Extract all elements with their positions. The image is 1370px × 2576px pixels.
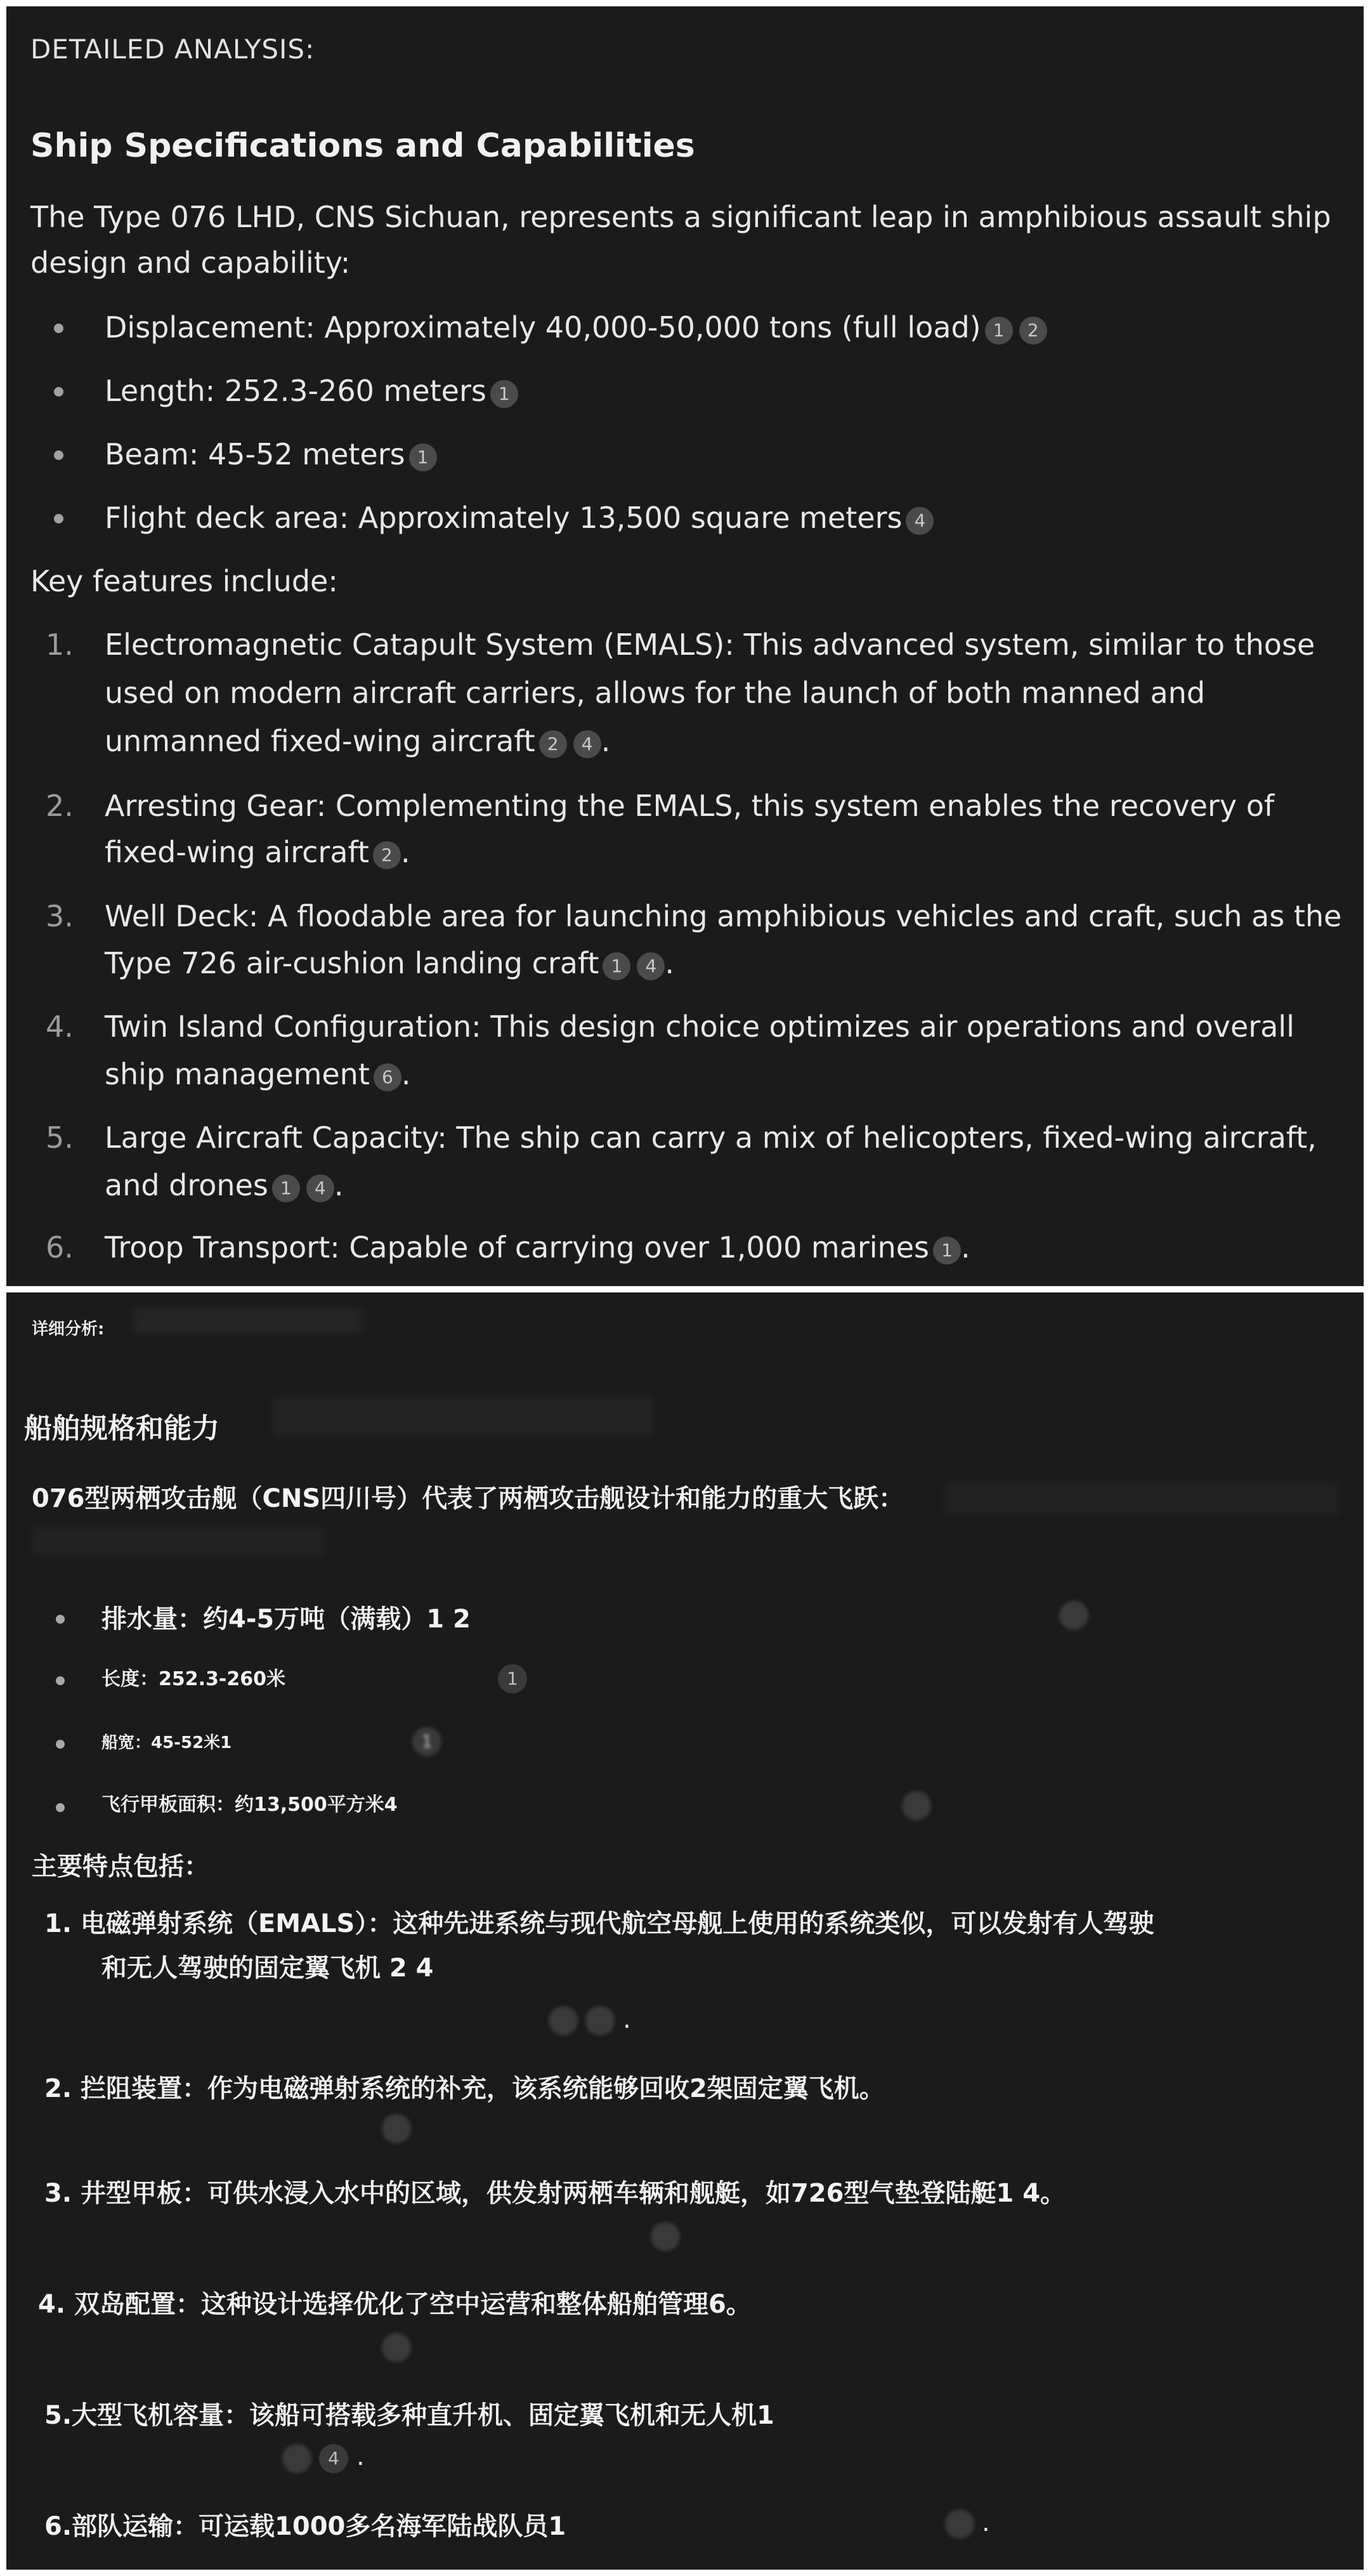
section-heading: 船舶规格和能力 <box>24 1412 219 1445</box>
faded-citation <box>945 2509 974 2539</box>
feature-6: 6.部队运输：可运载1000多名海军陆战队员1 <box>44 2512 566 2541</box>
citation-badge[interactable]: 1 <box>603 952 630 980</box>
feature-text: Type 726 air-cushion landing craft <box>105 946 599 980</box>
citation-badge[interactable]: 2 <box>1019 317 1047 345</box>
features-intro: 主要特点包括： <box>32 1852 209 1881</box>
faded-citation <box>382 2114 411 2143</box>
feature-2: 2. 拦阻装置：作为电磁弹射系统的补充，该系统能够回收2架固定翼飞机。 <box>44 2074 885 2103</box>
feature-5: 5.大型飞机容量：该船可搭载多种直升机、固定翼飞机和无人机1 <box>44 2401 774 2430</box>
faded-citation <box>282 2444 311 2473</box>
spec-item-displacement: 排水量：约4-5万吨（满载）1 2 <box>101 1605 471 1634</box>
period: . <box>601 724 611 758</box>
period: . <box>356 2442 365 2471</box>
citation-badge[interactable]: 4 <box>319 2444 348 2473</box>
ghost-remnant <box>273 1397 653 1435</box>
citation-badge[interactable]: 4 <box>306 1174 334 1202</box>
spec-text: Beam: 45-52 meters <box>105 437 405 471</box>
list-number: 4. <box>46 1009 74 1044</box>
spec-item-flight-deck <box>105 501 934 535</box>
spec-text: Length: 252.3-260 meters <box>105 374 486 408</box>
bullet-dot <box>54 514 63 523</box>
feature-3-line-1: Well Deck: A floodable area for launching amphibious vehicles and craft, such as the <box>105 899 1342 933</box>
list-number: 3. <box>46 899 74 933</box>
feature-3-line-2 <box>105 947 674 980</box>
feature-text: ship management <box>105 1057 370 1091</box>
ghost-remnant <box>32 1527 323 1555</box>
bullet-dot <box>56 1615 65 1624</box>
period: . <box>400 835 410 869</box>
citation-badge[interactable]: 1 <box>409 444 437 471</box>
spec-item-beam: 船宽：45-52米1 <box>101 1733 232 1752</box>
feature-3: 3. 井型甲板：可供水浸入水中的区域，供发射两栖车辆和舰艇，如726型气垫登陆艇1 4。 <box>44 2179 1066 2208</box>
intro-line-1: The Type 076 LHD, CNS Sichuan, represents a significant leap in amphibious assault ship <box>30 200 1331 234</box>
feature-text: unmanned fixed-wing aircraft <box>105 724 535 758</box>
spec-item-displacement <box>105 311 1047 345</box>
feature-2-line-2 <box>105 836 410 869</box>
faded-citation <box>382 2333 411 2362</box>
ghost-remnant <box>945 1483 1338 1515</box>
faded-citation <box>651 2222 680 2251</box>
period: . <box>334 1168 344 1202</box>
feature-5-line-2 <box>105 1169 343 1202</box>
citation-badge[interactable]: 4 <box>637 952 665 980</box>
faded-citation <box>585 2006 615 2035</box>
period: . <box>960 1230 970 1265</box>
citation-badge[interactable]: 4 <box>573 730 601 758</box>
list-number: 1. <box>46 628 74 662</box>
citation-badge[interactable]: 1 <box>490 380 518 408</box>
period: . <box>401 1057 411 1091</box>
feature-text: fixed-wing aircraft <box>105 835 369 869</box>
section-label: DETAILED ANALYSIS: <box>30 34 315 65</box>
faded-citation <box>902 1791 931 1820</box>
spec-text: Flight deck area: Approximately 13,500 square meters <box>105 501 903 535</box>
list-number: 5. <box>46 1120 74 1155</box>
period: . <box>665 946 675 980</box>
feature-1-line-1: 1. 电磁弹射系统（EMALS）：这种先进系统与现代航空母舰上使用的系统类似，可以发射有人驾驶 <box>44 1909 1154 1938</box>
spec-item-flight-deck: 飞行甲板面积：约13,500平方米4 <box>101 1794 398 1816</box>
list-number: 2. <box>46 789 74 823</box>
feature-1-line-3 <box>105 725 610 758</box>
section-label: 详细分析: <box>32 1320 105 1339</box>
bullet-dot <box>54 387 63 397</box>
citation-badge[interactable]: 1 <box>985 317 1013 345</box>
citation-badge[interactable]: 1 <box>272 1174 300 1202</box>
period: . <box>623 2005 631 2034</box>
feature-2-line-1: Arresting Gear: Complementing the EMALS, this system enables the recovery of <box>105 789 1275 823</box>
bullet-dot <box>54 450 63 460</box>
feature-4-line-2 <box>105 1058 411 1091</box>
feature-1-line-2: used on modern aircraft carriers, allows for the launch of both manned and <box>105 676 1206 710</box>
section-heading: Ship Specifications and Capabilities <box>30 127 695 165</box>
spec-item-length <box>105 374 518 408</box>
feature-4: 4. 双岛配置：这种设计选择优化了空中运营和整体船舶管理6。 <box>38 2290 752 2319</box>
spec-text: Displacement: Approximately 40,000-50,000 tons (full load) <box>105 310 981 345</box>
faded-citation <box>549 2006 578 2035</box>
list-number: 6. <box>46 1230 74 1265</box>
feature-text: Troop Transport: Capable of carrying over 1,000 marines <box>105 1230 929 1265</box>
spec-item-length: 长度：252.3-260米 <box>101 1668 285 1690</box>
intro-line-2: design and capability: <box>30 246 351 280</box>
chinese-analysis-panel <box>6 1292 1364 2570</box>
feature-6-line-1 <box>105 1231 970 1265</box>
bullet-dot <box>56 1803 65 1812</box>
period: . <box>982 2508 990 2537</box>
bullet-dot <box>56 1740 65 1749</box>
citation-badge[interactable]: 2 <box>539 730 567 758</box>
english-analysis-panel <box>6 6 1364 1286</box>
feature-4-line-1: Twin Island Configuration: This design choice optimizes air operations and overall <box>105 1009 1295 1044</box>
intro-text: 076型两栖攻击舰（CNS四川号）代表了两栖攻击舰设计和能力的重大飞跃： <box>32 1484 904 1513</box>
features-intro: Key features include: <box>30 564 338 598</box>
spec-item-beam <box>105 438 437 471</box>
feature-text: and drones <box>105 1168 268 1202</box>
bullet-dot <box>54 324 63 333</box>
feature-1-line-1: Electromagnetic Catapult System (EMALS): This advanced system, similar to those <box>105 628 1315 662</box>
citation-badge[interactable]: 4 <box>906 507 934 535</box>
citation-badge[interactable]: 1 <box>412 1727 441 1756</box>
bullet-dot <box>56 1676 65 1685</box>
ghost-remnant <box>133 1308 362 1334</box>
feature-1-line-2: 和无人驾驶的固定翼飞机 2 4 <box>101 1954 434 1983</box>
faded-citation <box>1059 1601 1088 1630</box>
citation-badge[interactable]: 1 <box>933 1237 961 1265</box>
citation-badge[interactable]: 2 <box>373 841 401 869</box>
citation-badge[interactable]: 6 <box>374 1063 401 1091</box>
feature-5-line-1: Large Aircraft Capacity: The ship can carry a mix of helicopters, fixed-wing aircraft, <box>105 1120 1317 1155</box>
citation-badge[interactable]: 1 <box>498 1664 527 1693</box>
